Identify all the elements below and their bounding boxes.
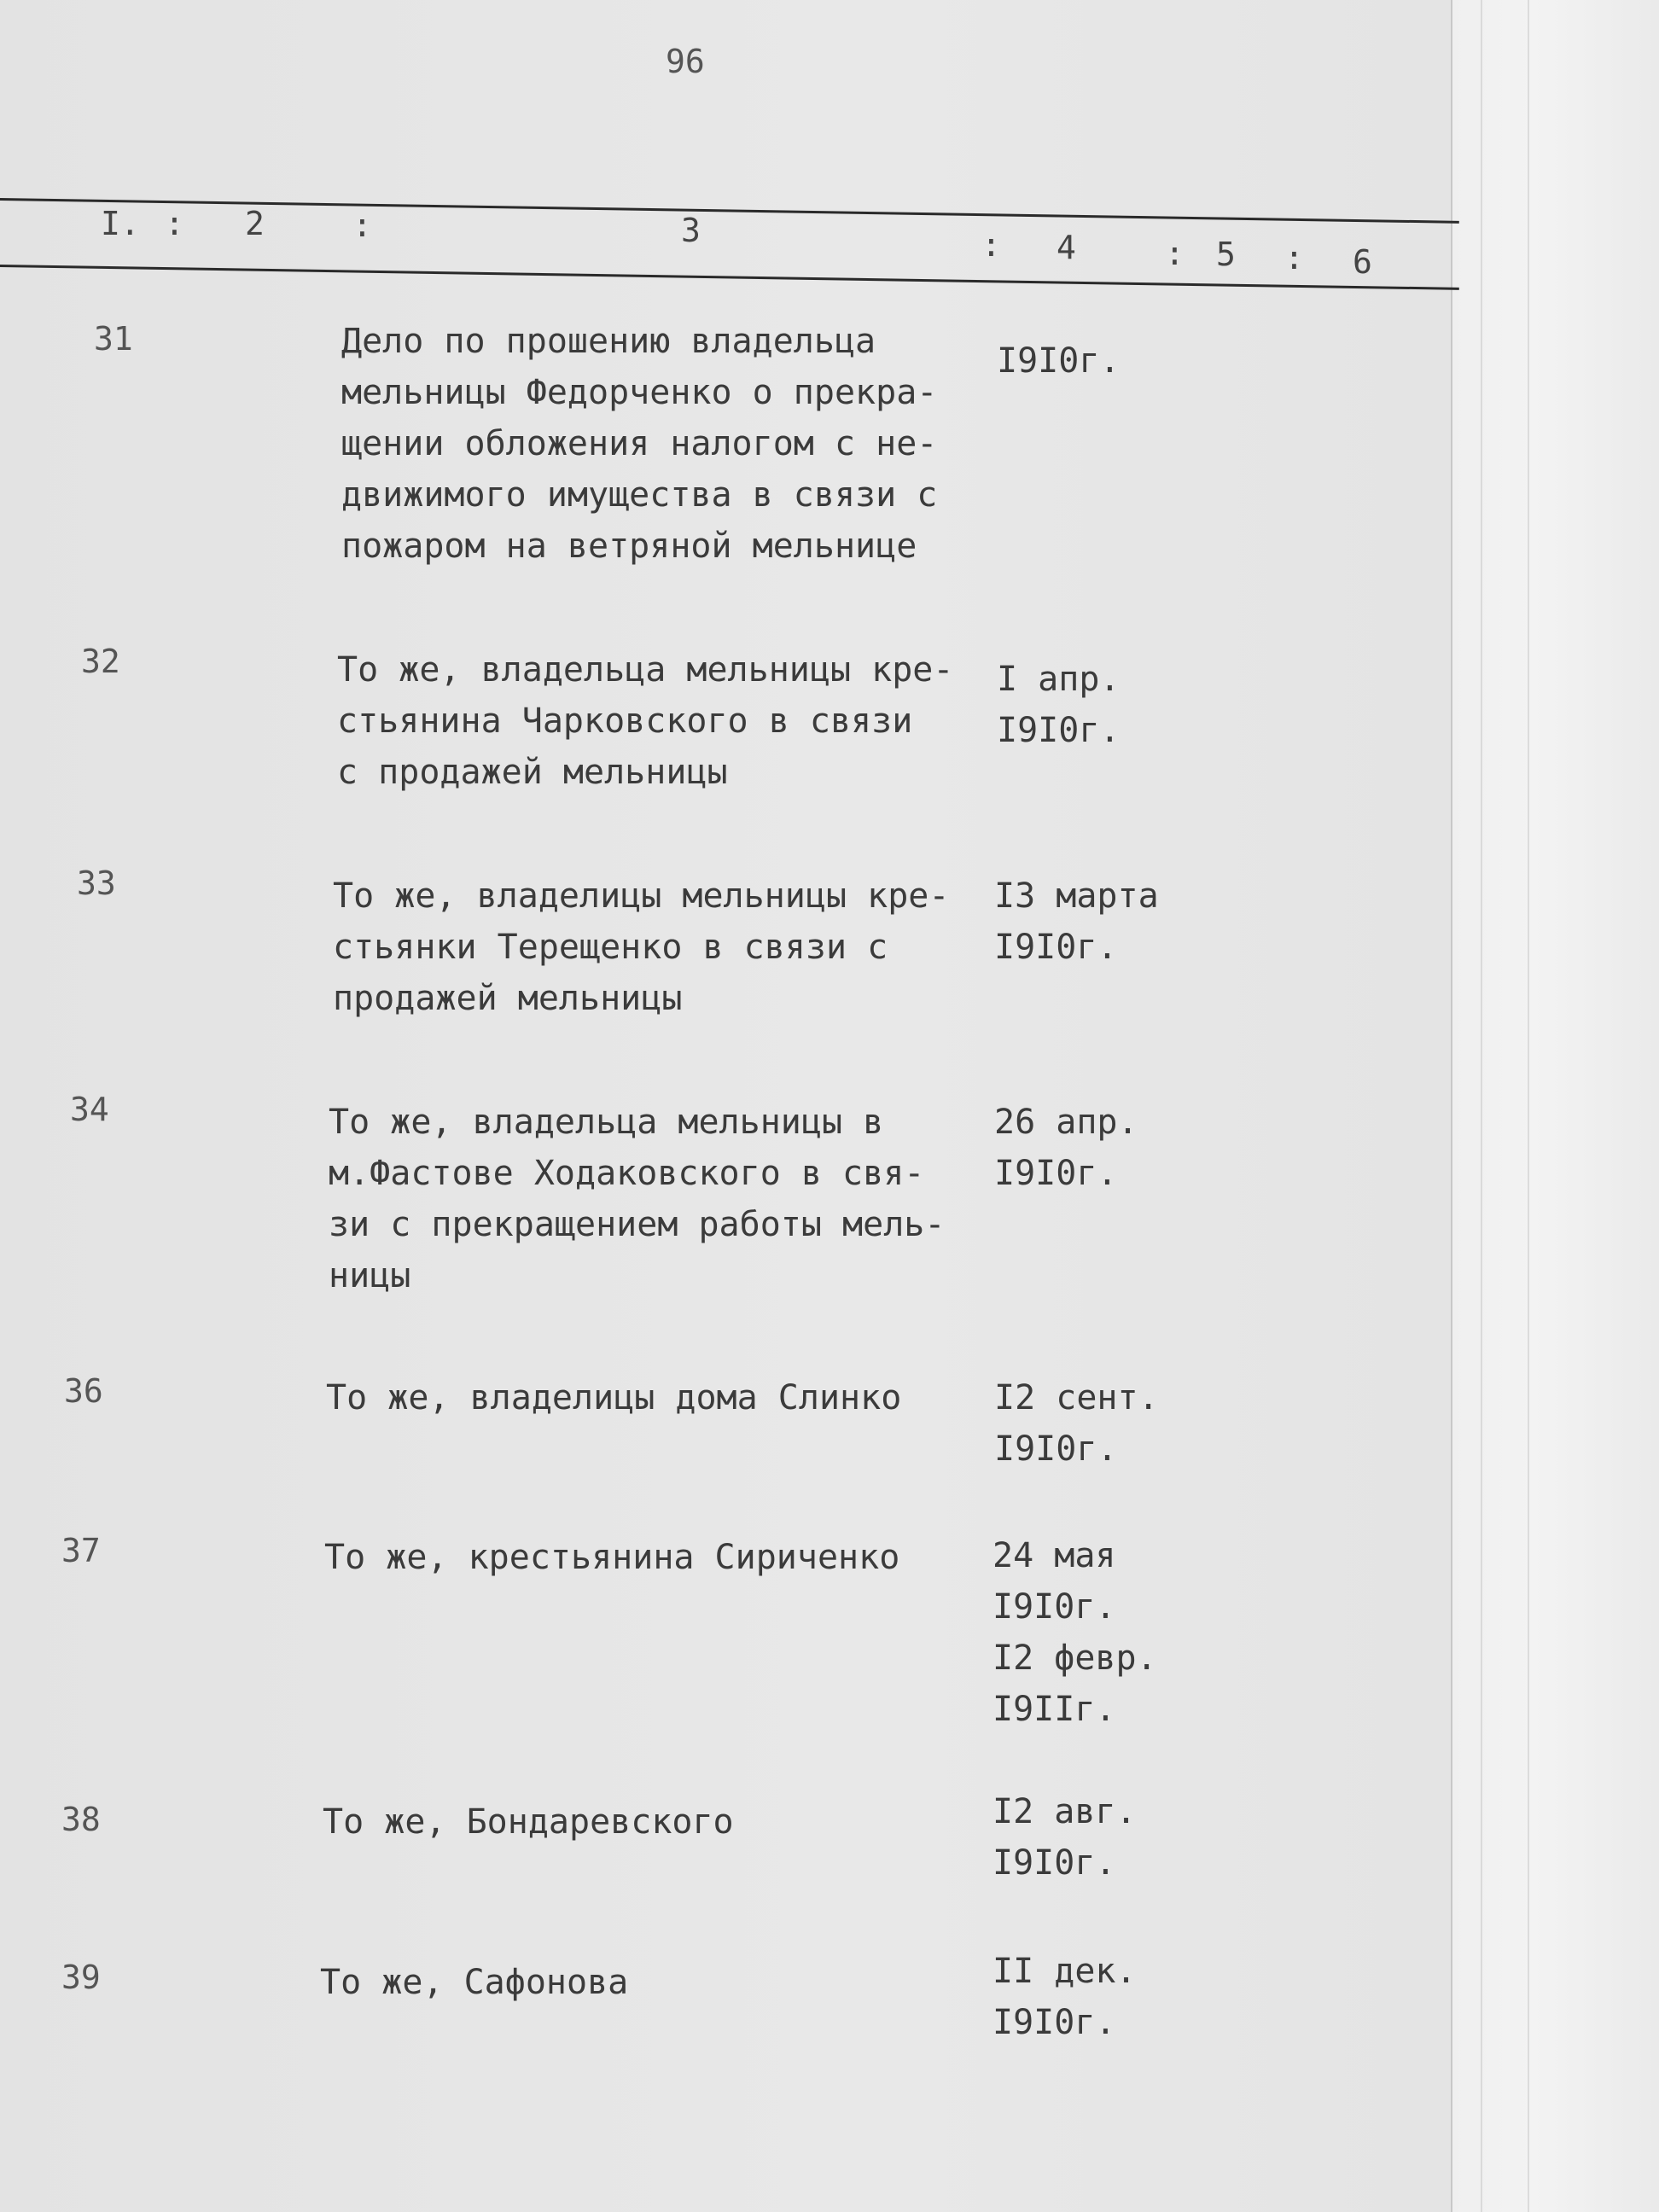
row-number: 32: [81, 643, 120, 680]
header-separator: :: [981, 226, 1001, 264]
header-col-6: 6: [1353, 243, 1372, 281]
row-number: 36: [64, 1372, 103, 1410]
row-description: Дело по прошению владельца мельницы Федорченко о прекра- щении обложения налогом с не- движимого имущества в связи с пожаром на ветряной мельнице: [341, 322, 938, 566]
page-number: 96: [666, 43, 705, 80]
row-date: II дек. I9I0г.: [992, 1952, 1137, 2042]
header-separator: :: [165, 205, 184, 242]
row-number: 34: [70, 1091, 109, 1128]
header-col-3: 3: [681, 212, 701, 249]
header-col-1: I.: [101, 205, 140, 242]
page-edge-line: [1481, 0, 1482, 2212]
header-separator: :: [352, 207, 372, 244]
row-date: I3 марта I9I0г.: [994, 876, 1159, 967]
row-date: 24 мая I9I0г. I2 февр. I9IIг.: [992, 1536, 1157, 1729]
header-separator: :: [1165, 235, 1185, 272]
row-date: I2 сент. I9I0г.: [994, 1378, 1159, 1469]
row-date: I2 авг. I9I0г.: [992, 1792, 1137, 1883]
row-description: То же, владельца мельницы в м.Фастове Ходаковского в свя- зи с прекращением работы мель- ницы: [329, 1103, 946, 1295]
page-edge-line: [1528, 0, 1529, 2212]
row-number: 31: [94, 320, 133, 358]
header-col-5: 5: [1216, 236, 1236, 273]
page-edge-line: [1451, 0, 1452, 2212]
header-col-2: 2: [245, 205, 265, 242]
row-description: То же, владелицы дома Слинко: [326, 1378, 902, 1417]
row-description: То же, Сафонова: [320, 1963, 629, 2002]
header-separator: :: [1284, 239, 1304, 276]
row-number: 38: [61, 1801, 101, 1838]
row-description: То же, владельца мельницы кре- стьянина Чарковского в связи с продажей мельницы: [337, 650, 954, 792]
row-date: I апр. I9I0г.: [997, 660, 1121, 750]
row-number: 33: [77, 864, 116, 902]
row-number: 37: [61, 1532, 101, 1569]
row-description: То же, владелицы мельницы кре- стьянки Терещенко в связи с продажей мельницы: [333, 876, 950, 1018]
row-description: То же, Бондаревского: [323, 1802, 734, 1842]
row-date: 26 апр. I9I0г.: [994, 1103, 1138, 1193]
row-number: 39: [61, 1959, 101, 1996]
header-col-4: 4: [1057, 229, 1076, 266]
row-description: То же, крестьянина Сириченко: [324, 1538, 900, 1577]
row-date: I9I0г.: [997, 341, 1121, 381]
